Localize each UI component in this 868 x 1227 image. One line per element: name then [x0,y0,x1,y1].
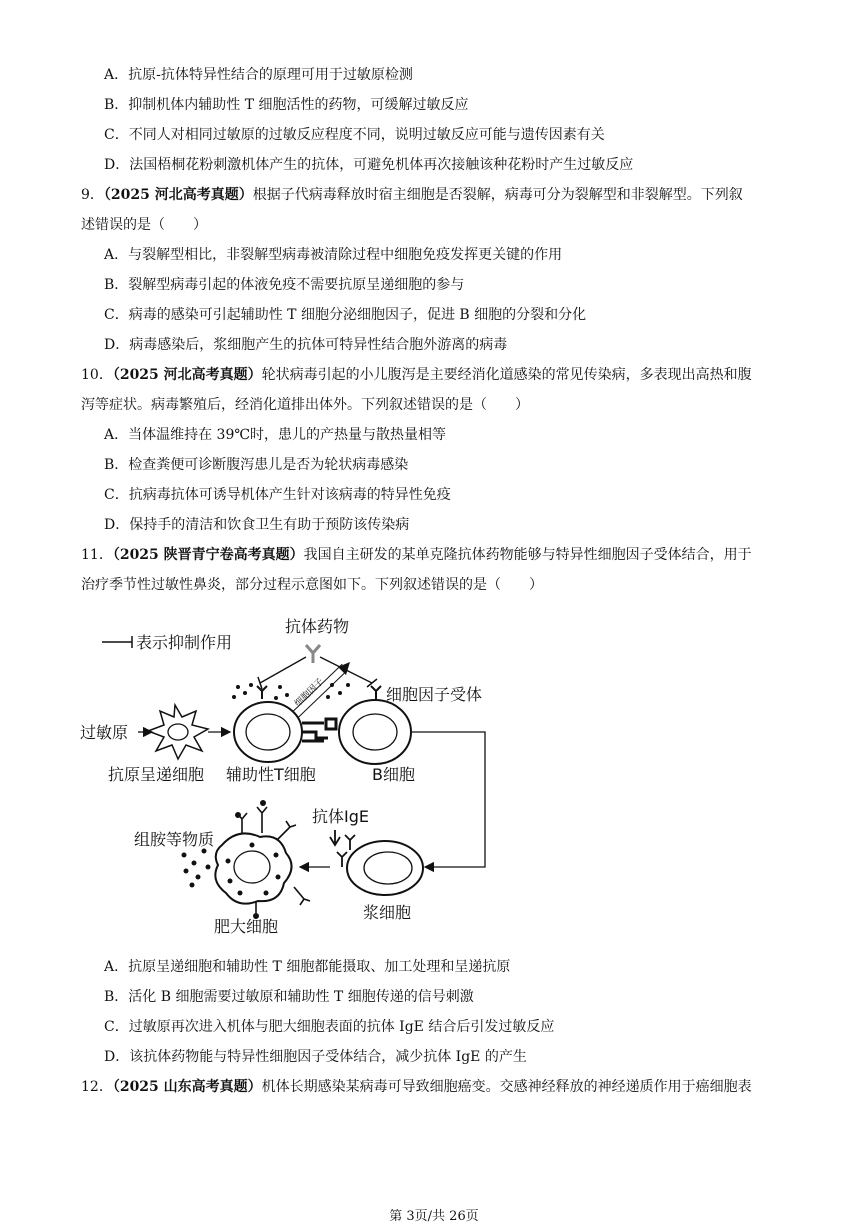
q10-option-b: B．检查粪便可诊断腹泻患儿是否为轮状病毒感染 [104,457,409,473]
q8-option-d: D．法国梧桐花粉刺激机体产生的抗体，可避免机体再次接触该种花粉时产生过敏反应 [104,157,634,173]
q9-source: （2025 河北高考真题） [103,187,253,203]
q10-stem-line1 [81,366,752,384]
plasma-cell-label: 浆细胞 [363,903,412,922]
q9-stem: 根据子代病毒释放时宿主细胞是否裂解，病毒可分为裂解型和非裂解型。下列叙 [252,187,743,203]
q11-option-b: B．活化 B 细胞需要过敏原和辅助性 T 细胞传递的信号刺激 [104,989,474,1005]
q10-source: （2025 河北高考真题） [112,367,262,383]
b-cell-label: B细胞 [372,765,415,784]
q8-option-c: C．不同人对相同过敏原的过敏反应程度不同，说明过敏反应可能与遗传因素有关 [104,127,605,143]
differentiation-arrow [411,732,485,867]
q9-stem-line1 [81,186,743,204]
cytokine-label: 细胞因子 [293,676,326,710]
q11-stem-line2: 治疗季节性过敏性鼻炎，部分过程示意图如下。下列叙述错误的是（ ） [81,577,543,593]
q9-option-a: A．与裂解型相比，非裂解型病毒被清除过程中细胞免疫发挥更关键的作用 [104,247,563,263]
cytokine-receptor-label: 细胞因子受体 [386,685,483,704]
q11-number: 11． [81,547,113,563]
helper-t-label: 辅助性T细胞 [226,765,316,784]
cell-contact [302,719,336,741]
apc-label: 抗原呈递细胞 [108,765,205,784]
q11-option-d: D．该抗体药物能与特异性细胞因子受体结合，减少抗体 IgE 的产生 [104,1049,527,1065]
ige-label: 抗体IgE [312,807,369,826]
allergen-label: 过敏原 [80,723,129,742]
q9-option-c: C．病毒的感染可引起辅助性 T 细胞分泌细胞因子，促进 B 细胞的分裂和分化 [104,307,587,323]
q11-option-a: A．抗原呈递细胞和辅助性 T 细胞都能摄取、加工处理和呈递抗原 [104,959,511,975]
immune-diagram [80,605,520,950]
q10-number: 10． [81,367,113,383]
q9-option-b: B．裂解型病毒引起的体液免疫不需要抗原呈递细胞的参与 [104,277,465,293]
histamine-label: 组胺等物质 [134,830,215,849]
q8-option-a: A．抗原-抗体特异性结合的原理可用于过敏原检测 [104,67,413,83]
page-footer: 第 3页/共 26页 [389,1209,479,1224]
q10-option-d: D．保持手的清洁和饮食卫生有助于预防该传染病 [104,517,410,533]
legend-label: 表示抑制作用 [136,633,233,652]
inhibit-line-left [260,657,306,683]
q12-source: （2025 山东高考真题） [112,1079,262,1095]
q10-option-c: C．抗病毒抗体可诱导机体产生针对该病毒的特异性免疫 [104,487,451,503]
q12-stem: 机体长期感染某病毒可导致细胞癌变。交感神经释放的神经递质作用于癌细胞表 [261,1079,752,1095]
q8-option-b: B．抑制机体内辅助性 T 细胞活性的药物，可缓解过敏反应 [104,97,469,113]
cytokine-dots [232,683,350,700]
q9-stem-line2: 述错误的是（ ） [81,217,207,233]
q12-number: 12． [81,1079,113,1095]
antibody-drug-icon [306,645,320,663]
antibody-drug-label: 抗体药物 [285,617,350,636]
q11-stem: 我国自主研发的某单克隆抗体药物能够与特异性细胞因子受体结合，用于 [303,547,752,563]
q9-option-d: D．病毒感染后，浆细胞产生的抗体可特异性结合胞外游离的病毒 [104,337,508,353]
q10-stem-line2: 泻等症状。病毒繁殖后，经消化道排出体外。下列叙述错误的是（ ） [81,397,529,413]
q11-stem-line1 [81,546,752,564]
histamine-dots [182,849,211,888]
q11-source: （2025 陕晋青宁卷高考真题） [112,547,304,563]
q9-number: 9． [81,187,104,203]
mast-cell-label: 肥大细胞 [214,917,279,936]
q12-stem-line1 [81,1078,752,1096]
q11-option-c: C．过敏原再次进入机体与肥大细胞表面的抗体 IgE 结合后引发过敏反应 [104,1019,555,1035]
q10-stem: 轮状病毒引起的小儿腹泻是主要经消化道感染的常见传染病，多表现出高热和腹 [261,367,752,383]
legend-inhibit [102,633,232,652]
q10-option-a: A．当体温维持在 39℃时，患儿的产热量与散热量相等 [104,427,447,443]
